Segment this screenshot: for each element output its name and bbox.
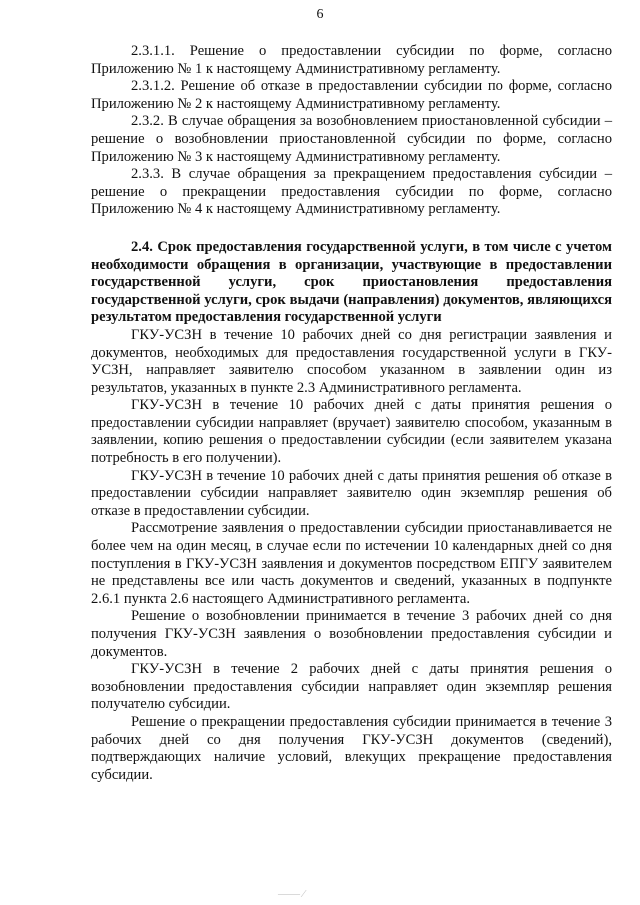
page-number: 6 <box>316 7 324 22</box>
paragraph-2-3-1-1: 2.3.1.1. Решение о предоставлении субсидии по форме, согласно Приложению № 1 к настоящему Административному регламенту. <box>91 43 612 77</box>
paragraph-section-5: Решение о возобновлении принимается в течение 3 рабочих дней со дня получения ГКУ-УСЗН заявления о возобновлении предоставления субсидии и документов. <box>91 608 612 660</box>
paragraph-2-3-1-2: 2.3.1.2. Решение об отказе в предоставлении субсидии по форме, согласно Приложению № 2 к настоящему Административному регламенту. <box>91 78 612 112</box>
paragraph-section-6: ГКУ-УСЗН в течение 2 рабочих дней с даты принятия решения о возобновлении предоставления субсидии направляет один экземпляр решения получателю субсидии. <box>91 661 612 713</box>
text-body <box>91 43 612 784</box>
section-spacer <box>91 219 612 239</box>
paragraph-section-1: ГКУ-УСЗН в течение 10 рабочих дней со дня регистрации заявления и документов, необходимых для предоставления государственной услуги в ГКУ-УСЗН, направляет заявителю способом указанном в заявлении один из результатов, указанных в пункте 2.3 Административного регламента. <box>91 326 612 396</box>
paragraph-section-7: Решение о прекращении предоставления субсидии принимается в течение 3 рабочих дней со дня получения ГКУ-УСЗН документов (сведений), подтверждающих наличие условий, влекущих прекращение предоставления субсидии. <box>91 713 612 783</box>
paragraph-section-3: ГКУ-УСЗН в течение 10 рабочих дней с даты принятия решения об отказе в предоставлении субсидии направляет заявителю один экземпляр решения об отказе в предоставлении субсидии. <box>91 467 612 519</box>
paragraph-section-2: ГКУ-УСЗН в течение 10 рабочих дней с даты принятия решения о предоставлении субсидии направляет (вручает) заявителю способом, указанным в заявлении, копию решения о предоставлении субсидии (если заявителем указана потребность в его получении). <box>91 397 612 467</box>
paragraph-section-4: Рассмотрение заявления о предоставлении субсидии приостанавливается не более чем на один месяц, в случае если по истечении 10 календарных дней со дня поступления в ГКУ-УСЗН заявления и документов посредством ЕПГУ заявителем не представлены все или часть документов и сведений, указанных в подпункте 2.6.1 пункта 2.6 настоящего Административного регламента. <box>91 520 612 607</box>
paragraph-2-3-2: 2.3.2. В случае обращения за возобновлением приостановленной субсидии – решение о возобновлении приостановленной субсидии по форме, согласно Приложению № 3 к настоящему Административному регламенту. <box>91 113 612 165</box>
footer-mark: —— ⁄ <box>278 888 305 900</box>
section-heading-2-4: 2.4. Срок предоставления государственной услуги, в том числе с учетом необходимости обращения в организации, участвующие в предоставлении государственной услуги, срок приостановления предоставления государственной услуги, срок выдачи (направления) документов, являющихся результатом предоставления государственной услуги <box>91 238 612 326</box>
paragraph-2-3-3: 2.3.3. В случае обращения за прекращением предоставления субсидии – решение о прекращении предоставления субсидии по форме, согласно Приложению № 4 к настоящему Административному регламенту. <box>91 166 612 218</box>
